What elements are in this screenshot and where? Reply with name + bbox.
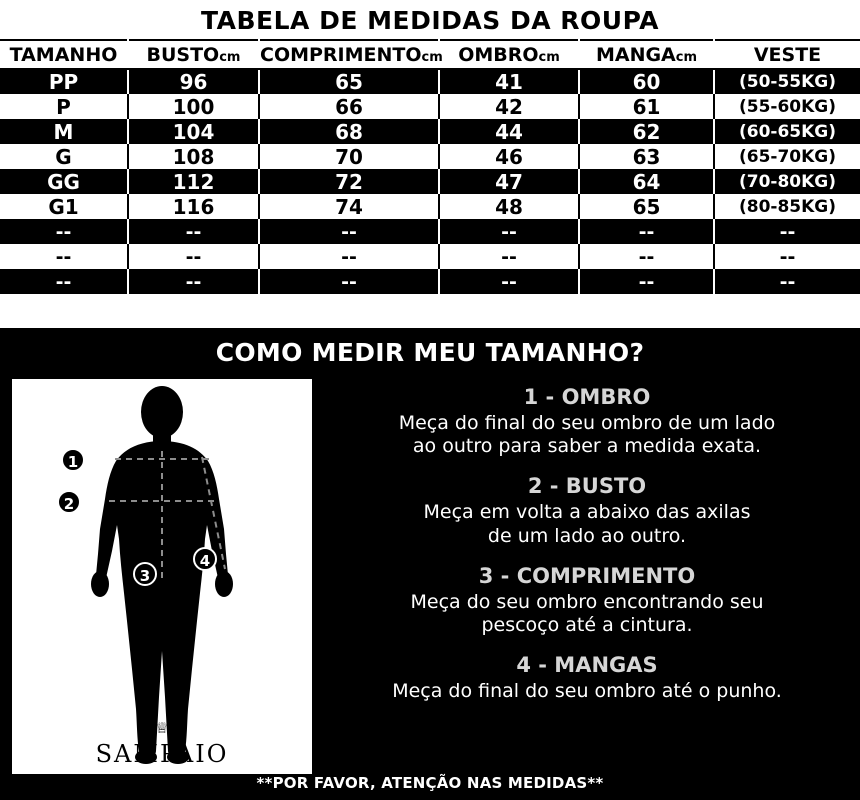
cell-busto: 108 (128, 144, 259, 169)
cell-busto: 100 (128, 94, 259, 119)
footer-note: **POR FAVOR, ATENÇÃO NAS MEDIDAS** (256, 774, 604, 792)
instruction-heading: 1 - OMBRO (523, 385, 651, 409)
column-header-tamanho (0, 40, 128, 69)
cell-veste: (65-70KG) (714, 144, 860, 169)
cell-busto: 96 (128, 69, 259, 94)
cell-manga: -- (579, 219, 714, 244)
cell-comprimento: 68 (259, 119, 439, 144)
cell-veste: -- (714, 219, 860, 244)
measure-body (12, 379, 848, 774)
column-header-label: BUSTO (146, 43, 220, 66)
column-header-unit: cm (421, 49, 443, 65)
cell-veste: (60-65KG) (714, 119, 860, 144)
table-header (0, 40, 860, 69)
instruction-line-2: de um lado ao outro. (487, 524, 687, 547)
cell-veste: -- (714, 269, 860, 294)
cell-manga: -- (579, 244, 714, 269)
cell-tamanho: -- (0, 244, 128, 269)
column-header-manga (579, 40, 714, 69)
column-header-veste (714, 40, 860, 69)
brand-logo: SAMPAIO (95, 740, 229, 768)
cell-ombro: -- (439, 269, 579, 294)
table-row (0, 94, 860, 119)
crown-icon: ♕ (155, 719, 169, 737)
column-header-unit: cm (675, 49, 698, 65)
column-header-label: COMPRIMENTO (260, 43, 422, 66)
cell-manga: 63 (579, 144, 714, 169)
body-figure-panel (12, 379, 312, 774)
cell-ombro: 41 (439, 69, 579, 94)
cell-manga: 61 (579, 94, 714, 119)
cell-tamanho: P (0, 94, 128, 119)
cell-manga: 65 (579, 194, 714, 219)
instruction-comprimento (326, 564, 848, 637)
cell-ombro: 47 (439, 169, 579, 194)
instruction-line-1: Meça do seu ombro encontrando seu (410, 590, 764, 613)
cell-tamanho: GG (0, 169, 128, 194)
instruction-line-2: pescoço até a cintura. (481, 613, 693, 636)
cell-manga: -- (579, 269, 714, 294)
marker-4-mangas: 4 (193, 547, 217, 571)
table-row (0, 269, 860, 294)
cell-comprimento: 72 (259, 169, 439, 194)
cell-veste: (80-85KG) (714, 194, 860, 219)
cell-tamanho: -- (0, 269, 128, 294)
cell-veste: (50-55KG) (714, 69, 860, 94)
instruction-heading: 2 - BUSTO (527, 474, 647, 499)
cell-manga: 60 (579, 69, 714, 94)
column-header-label: VESTE (753, 43, 822, 66)
size-table-section (0, 0, 860, 294)
cell-ombro: 46 (439, 144, 579, 169)
cell-comprimento: 70 (259, 144, 439, 169)
table-row (0, 144, 860, 169)
table-row (0, 169, 860, 194)
cell-tamanho: -- (0, 219, 128, 244)
column-header-label: MANGA (595, 43, 676, 66)
cell-comprimento: 65 (259, 69, 439, 94)
section-title: COMO MEDIR MEU TAMANHO? (215, 338, 645, 367)
cell-comprimento: 74 (259, 194, 439, 219)
cell-manga: 64 (579, 169, 714, 194)
table-row (0, 244, 860, 269)
marker-2-busto: 2 (57, 490, 81, 514)
cell-ombro: -- (439, 219, 579, 244)
table-row (0, 194, 860, 219)
instruction-line-1: Meça em volta a abaixo das axilas (423, 501, 751, 524)
cell-busto: 116 (128, 194, 259, 219)
cell-ombro: -- (439, 244, 579, 269)
instruction-line-1: Meça do final do seu ombro de um lado (398, 412, 776, 434)
how-to-measure-section (0, 328, 860, 800)
cell-manga: 62 (579, 119, 714, 144)
column-header-ombro (439, 40, 579, 69)
column-header-comprimento (259, 40, 443, 69)
body-figure-inner (12, 379, 312, 774)
instruction-line-2: ao outro para saber a medida exata. (412, 435, 762, 458)
cell-comprimento: -- (259, 269, 439, 294)
marker-3-comprimento: 3 (133, 562, 157, 586)
column-header-busto (128, 40, 259, 69)
instruction-heading: 3 - COMPRIMENTO (478, 563, 696, 588)
table-row (0, 69, 860, 94)
cell-busto: -- (128, 244, 259, 269)
instruction-heading: 4 - MANGAS (516, 653, 658, 678)
cell-tamanho: PP (0, 69, 128, 94)
cell-tamanho: G1 (0, 194, 128, 219)
instructions-panel (312, 379, 848, 774)
cell-busto: 112 (128, 169, 259, 194)
cell-busto: 104 (128, 119, 259, 144)
instruction-line-1: Meça do final do seu ombro até o punho. (392, 680, 782, 703)
table-header-row (0, 40, 860, 69)
cell-veste: -- (714, 244, 860, 269)
cell-tamanho: G (0, 144, 128, 169)
cell-ombro: 48 (439, 194, 579, 219)
cell-comprimento: -- (259, 219, 439, 244)
cell-veste: (70-80KG) (714, 169, 860, 194)
marker-1-ombro: 1 (61, 448, 85, 472)
table-row (0, 119, 860, 144)
table-row (0, 219, 860, 244)
cell-busto: -- (128, 269, 259, 294)
table-body (0, 69, 860, 294)
instruction-ombro (326, 385, 848, 458)
cell-busto: -- (128, 219, 259, 244)
cell-comprimento: 66 (259, 94, 439, 119)
instruction-mangas (326, 653, 848, 703)
cell-tamanho: M (0, 119, 128, 144)
column-header-label: TAMANHO (9, 43, 118, 66)
cell-veste: (55-60KG) (714, 94, 860, 119)
cell-ombro: 44 (439, 119, 579, 144)
cell-ombro: 42 (439, 94, 579, 119)
column-header-unit: cm (538, 49, 560, 65)
page-title: TABELA DE MEDIDAS DA ROUPA (201, 6, 659, 35)
instruction-busto (326, 474, 848, 547)
body-silhouette-icon (12, 379, 312, 774)
column-header-unit: cm (219, 49, 241, 65)
cell-comprimento: -- (259, 244, 439, 269)
column-header-label: OMBRO (458, 43, 539, 66)
size-table (0, 39, 860, 294)
